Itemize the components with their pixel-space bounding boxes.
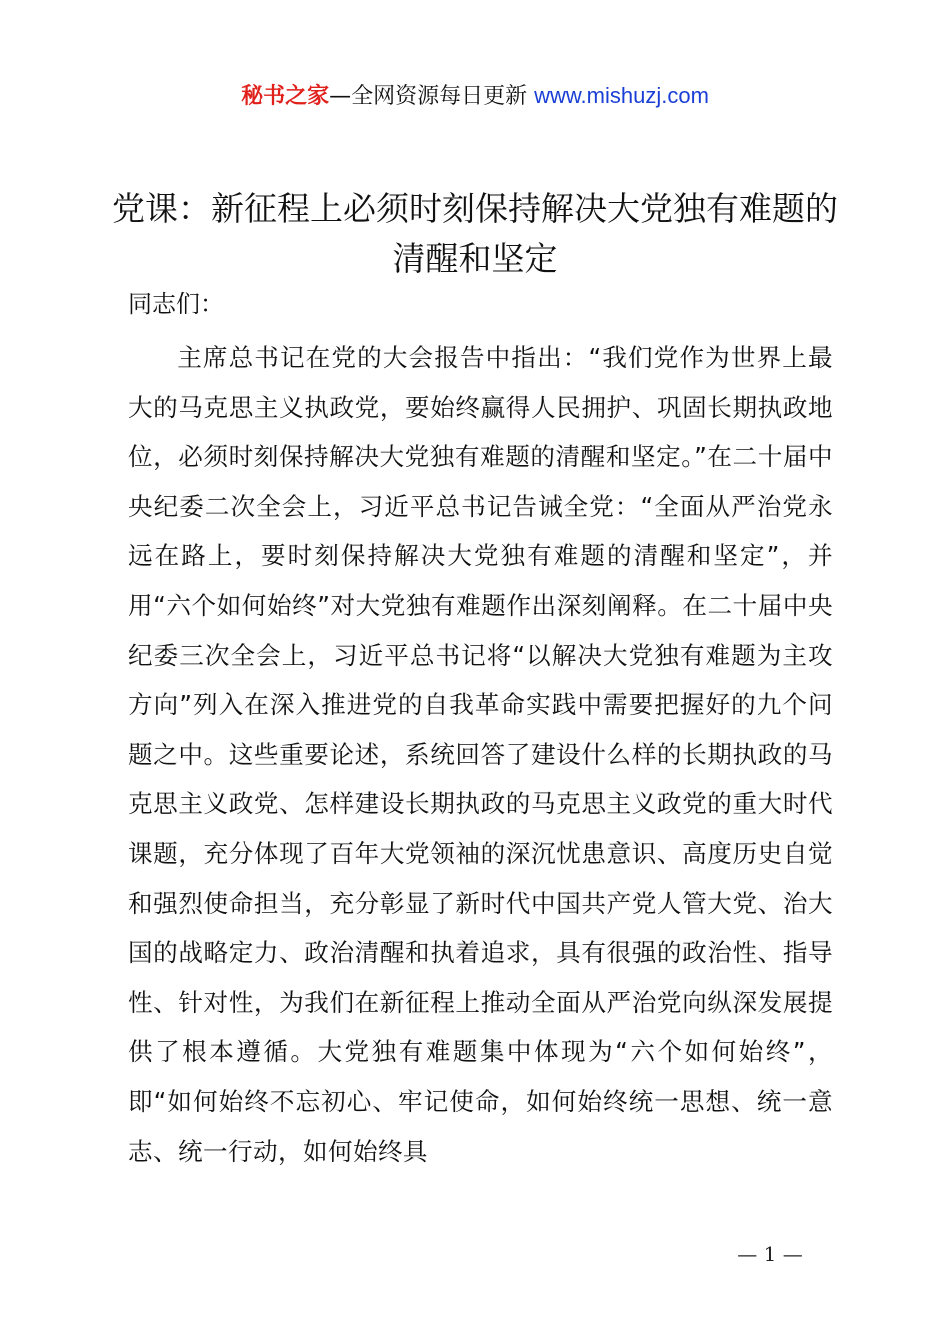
greeting: 同志们： — [128, 290, 224, 318]
page-number: — 1 — — [737, 1242, 803, 1266]
site-url-link[interactable]: www.mishuzj.com — [534, 83, 709, 108]
site-header-banner — [0, 80, 950, 113]
site-brand-name: 秘书之家 — [241, 84, 330, 109]
site-tagline: —全网资源每日更新 — [329, 84, 535, 109]
document-title: 党课：新征程上必须时刻保持解决大党独有难题的清醒和坚定 — [112, 189, 838, 278]
body-paragraph: 主席总书记在党的大会报告中指出：“我们党作为世界上最大的马克思主义执政党，要始终赢得人民拥护、巩固长期执政地位，必须时刻保持解决大党独有难题的清醒和坚定。”在二十届中央纪委二次全会上，习近平总书记告诫全党：“全面从严治党永远在路上，要时刻保持解决大党独有难题的清醒和坚定”，并用“六个如何始终”对大党独有难题作出深刻阐释。在二十届中央纪委三次全会上，习近平总书记将“以解决大党独有难题为主攻方向”列入在深入推进党的自我革命实践中需要把握好的九个问题之中。这些重要论述，系统回答了建设什么样的长期执政的马克思主义政党、怎样建设长期执政的马克思主义政党的重大时代课题，充分体现了百年大党领袖的深沉忧患意识、高度历史自觉和强烈使命担当，充分彰显了新时代中国共产党人管大党、治大国的战略定力、政治清醒和执着追求，具有很强的政治性、指导性、针对性，为我们在新征程上推动全面从严治党向纵深发展提供了根本遵循。大党独有难题集中体现为“六个如何始终”，即“如何始终不忘初心、牢记使命，如何始终统一思想、统一意志、统一行动，如何始终具 — [128, 343, 833, 1166]
